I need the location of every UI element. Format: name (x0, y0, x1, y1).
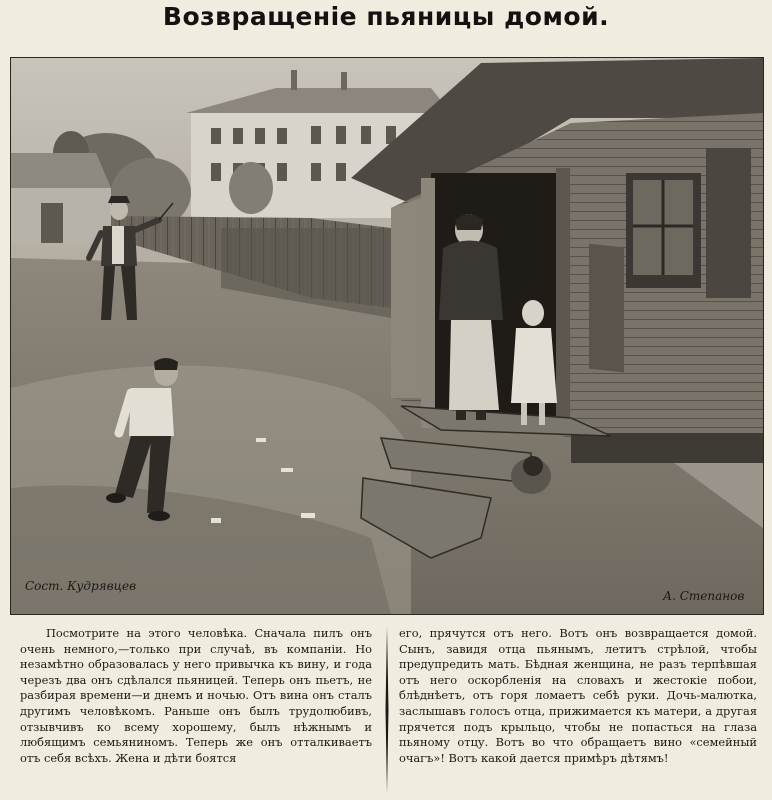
article-body (14, 626, 762, 796)
artist-signature-right: А. Степанов (663, 589, 745, 603)
small-house-left (11, 153, 111, 243)
article-paragraph-left: Посмотрите на этого человѣка. Сначала пилъ онъ очень немного,—только при случаѣ, въ компанiи. Но незамѣтно образовалась у него привычка къ вину, и года черезъ два онъ сдѣлался пьяницей. Теперь онъ пьетъ, не разбирая времени—и днемъ и ночью. Отъ вина онъ сталъ другимъ человѣкомъ. Раньше онъ былъ трудолюбивъ, отзывчивъ ко всему хорошему, былъ нѣжнымъ и любящимъ семьяниномъ. Теперь же онъ отталкиваетъ отъ себя всѣхъ. Жена и дѣти боятся (20, 626, 372, 765)
engraving-illustration (10, 57, 764, 615)
column-divider (385, 626, 389, 794)
article-column-right (399, 626, 757, 766)
page-title: Возвращенiе пьяницы домой. (162, 2, 610, 31)
artist-signature-left: Сост. Кудрявцев (25, 579, 137, 593)
article-paragraph-right: его, прячутся отъ него. Вотъ онъ возвращается домой. Сынъ, завидя отца пьянымъ, летитъ стрѣлой, чтобы предупредить мать. Бѣдная женщина, не разъ терпѣвшая отъ него оскорбленiя на словахъ и жестокiе побои, блѣднѣетъ, отъ горя ломаетъ себѣ руки. Дочь-малютка, заслышавъ голосъ отца, прижимается къ матери, а другая прячется подъ крыльцо, чтобы не попасться на глаза пьяному отцу. Вотъ во что обращаетъ вино «семейный очагъ»! Вотъ какой дается примѣръ дѣтямъ! (399, 626, 757, 765)
article-column-left (20, 626, 372, 766)
